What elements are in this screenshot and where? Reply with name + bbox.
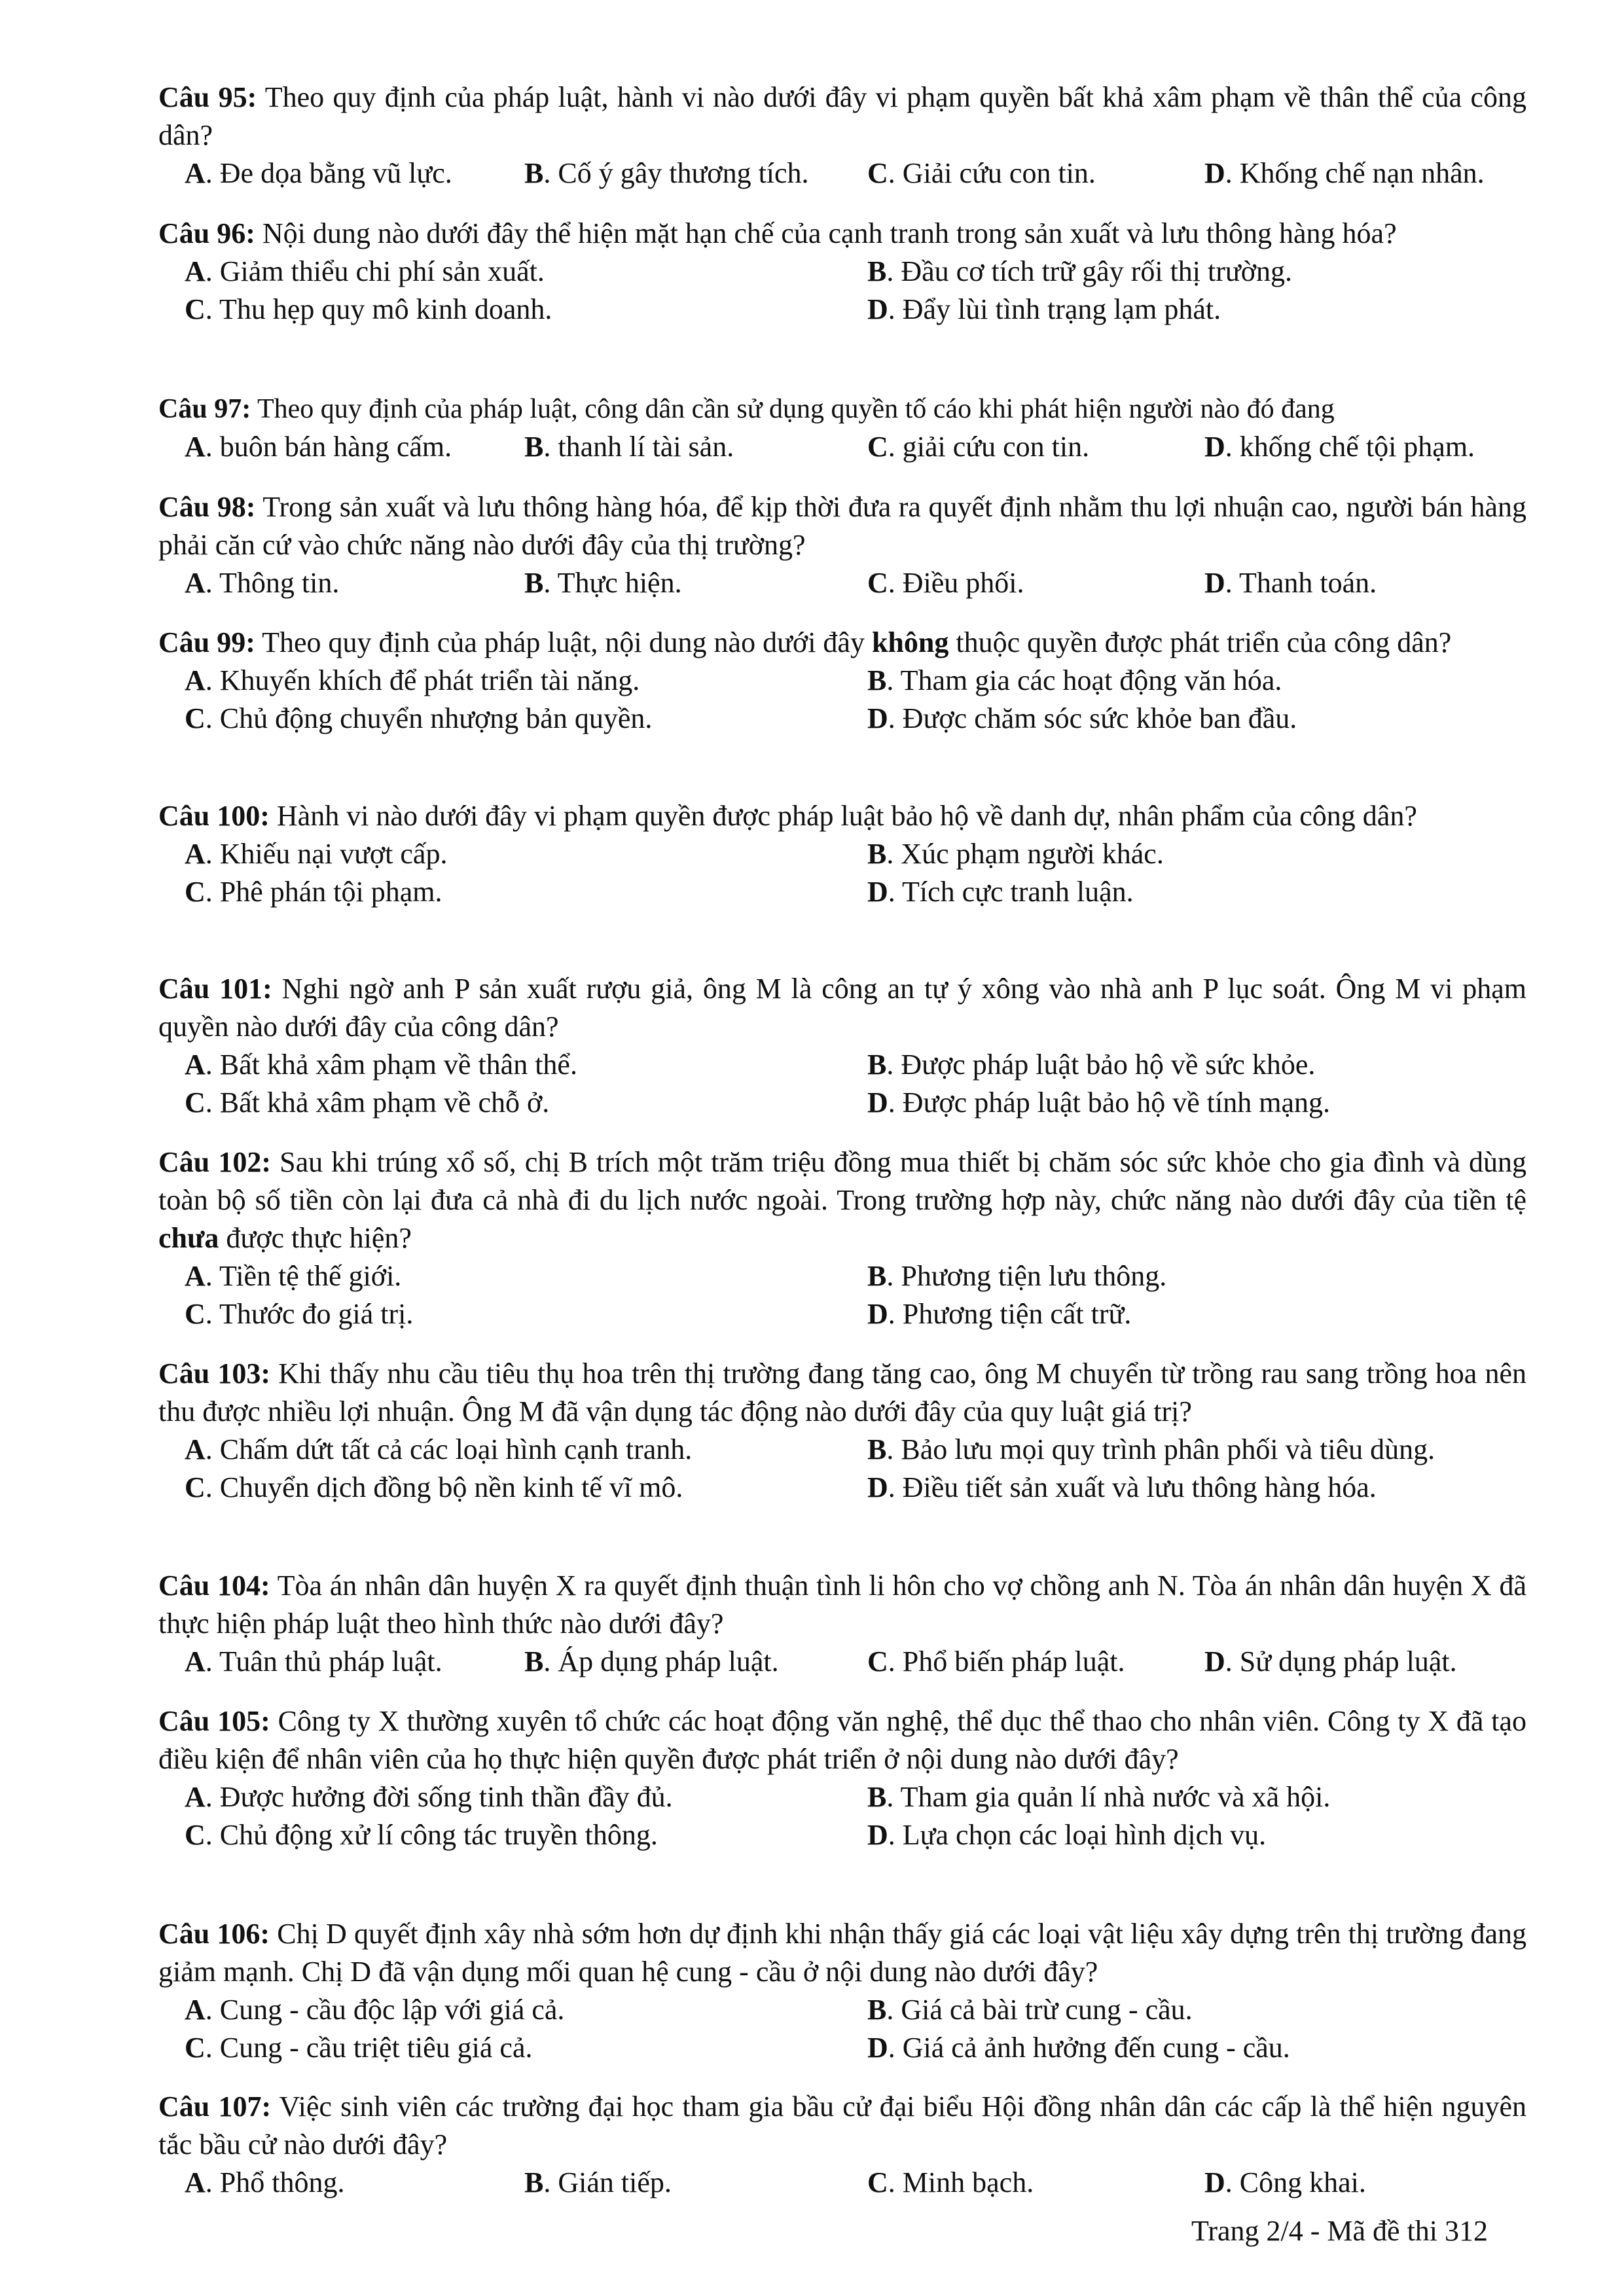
question-106 (158, 1915, 1526, 2067)
question-label: Câu 105: (158, 1705, 270, 1737)
options-row (158, 253, 1526, 291)
option-d[interactable]: D. Khống chế nạn nhân. (1204, 157, 1485, 189)
option-c[interactable]: C. Phổ biến pháp luật. (867, 1645, 1125, 1677)
option-d[interactable]: D. Công khai. (1204, 2166, 1366, 2198)
question-text: Tòa án nhân dân huyện X ra quyết định thuận tình li hôn cho vợ chồng anh N. Tòa án nhân dân huyện X đã thực hiện pháp luật theo hình thức nào dưới đây? (158, 1570, 1526, 1640)
options-row (158, 1046, 1526, 1084)
question-text: Theo quy định của pháp luật, nội dung nào dưới đây (262, 626, 872, 658)
option-c[interactable]: C. giải cứu con tin. (867, 431, 1090, 463)
option-a[interactable]: A. Cung - cầu độc lập với giá cả. (185, 1994, 565, 2026)
options-row (158, 1816, 1526, 1854)
options-row (158, 2164, 1526, 2202)
option-a[interactable]: A. Đe dọa bằng vũ lực. (185, 157, 452, 189)
options-row (158, 1991, 1526, 2029)
option-d[interactable]: D. Thanh toán. (1204, 567, 1377, 599)
options-row (158, 2029, 1526, 2067)
option-b[interactable]: B. Được pháp luật bảo hộ về sức khỏe. (867, 1049, 1316, 1081)
question-label: Câu 95: (158, 81, 257, 113)
question-label: Câu 106: (158, 1918, 270, 1950)
options-row (158, 662, 1526, 700)
question-stem (158, 970, 1526, 1046)
page-footer: Trang 2/4 - Mã đề thi 312 (1191, 2215, 1489, 2247)
question-text: Chị D quyết định xây nhà sớm hơn dự định khi nhận thấy giá các loại vật liệu xây dựng trên thị trường đang giảm mạnh. Chị D đã vận dụng mối quan hệ cung - cầu ở nội dung nào dưới đây? (158, 1918, 1527, 1988)
question-text: Khi thấy nhu cầu tiêu thụ hoa trên thị trường đang tăng cao, ông M chuyển từ trồng rau sang trồng hoa nên thu được nhiều lợi nhuận. Ông M đã vận dụng tác động nào dưới đây của quy luật giá trị? (158, 1357, 1526, 1427)
question-label: Câu 103: (158, 1357, 271, 1390)
question-label: Câu 97: (158, 394, 251, 424)
options-row (158, 1643, 1526, 1681)
question-text: Sau khi trúng xổ số, chị B trích một trăm triệu đồng mua thiết bị chăm sóc sức khỏe cho gia đình và dùng toàn bộ số tiền còn lại đưa cả nhà đi du lịch nước ngoài. Trong trường hợp này, chức năng nào dưới đây của tiền tệ (158, 1146, 1527, 1216)
question-99 (158, 624, 1526, 738)
options-row (158, 1257, 1526, 1295)
option-a[interactable]: A. Thông tin. (185, 567, 340, 599)
option-b[interactable]: B. thanh lí tài sản. (524, 431, 734, 463)
question-text: Theo quy định của pháp luật, hành vi nào dưới đây vi phạm quyền bất khả xâm phạm về thân thể của công dân? (158, 81, 1526, 151)
question-text: Việc sinh viên các trường đại học tham gia bầu cử đại biểu Hội đồng nhân dân các cấp là thể hiện nguyên tắc bầu cử nào dưới đây? (158, 2090, 1526, 2161)
option-c[interactable]: C. Chuyển dịch đồng bộ nền kinh tế vĩ mô. (185, 1471, 683, 1503)
option-b[interactable]: B. Cố ý gây thương tích. (524, 157, 809, 189)
option-c[interactable]: C. Giải cứu con tin. (867, 157, 1096, 189)
options-row (158, 291, 1526, 329)
option-b[interactable]: B. Bảo lưu mọi quy trình phân phối và tiêu dùng. (867, 1433, 1435, 1465)
option-b[interactable]: B. Áp dụng pháp luật. (524, 1645, 779, 1677)
option-b[interactable]: B. Gián tiếp. (524, 2166, 672, 2198)
option-d[interactable]: D. Phương tiện cất trữ. (867, 1298, 1132, 1330)
option-b[interactable]: B. Đầu cơ tích trữ gây rối thị trường. (867, 255, 1293, 287)
question-stem (158, 1567, 1526, 1643)
question-text: Theo quy định của pháp luật, công dân cần sử dụng quyền tố cáo khi phát hiện người nào đó đang (257, 394, 1335, 424)
option-c[interactable]: C. Điều phối. (867, 567, 1024, 599)
options-row (158, 1084, 1526, 1122)
options-row (158, 1469, 1526, 1507)
question-text: Nội dung nào dưới đây thể hiện mặt hạn chế của cạnh tranh trong sản xuất và lưu thông hàng hóa? (262, 217, 1397, 249)
question-101 (158, 970, 1526, 1122)
question-stem (158, 624, 1526, 662)
question-stem (158, 488, 1526, 564)
option-c[interactable]: C. Cung - cầu triệt tiêu giá cả. (185, 2032, 533, 2064)
options-row (158, 1778, 1526, 1816)
question-stem (158, 1702, 1526, 1778)
question-97 (158, 390, 1526, 466)
question-stem (158, 1143, 1526, 1257)
options-row (158, 1431, 1526, 1469)
question-text: Công ty X thường xuyên tổ chức các hoạt động văn nghệ, thể dục thể thao cho nhân viên. Công ty X đã tạo điều kiện để nhân viên của họ thực hiện quyền được phát triển ở nội dung nào dưới đây? (158, 1705, 1527, 1775)
option-a[interactable]: A. Bất khả xâm phạm về thân thể. (185, 1049, 577, 1081)
options-row (158, 564, 1526, 602)
option-b[interactable]: B. Phương tiện lưu thông. (867, 1260, 1167, 1292)
option-a[interactable]: A. Được hưởng đời sống tinh thần đầy đủ. (185, 1781, 673, 1813)
question-105 (158, 1702, 1526, 1854)
question-98 (158, 488, 1526, 602)
option-d[interactable]: D. Tích cực tranh luận. (867, 876, 1134, 908)
option-d[interactable]: D. Điều tiết sản xuất và lưu thông hàng hóa. (867, 1471, 1377, 1503)
options-row (158, 835, 1526, 873)
question-label: Câu 99: (158, 626, 255, 658)
question-text: Hành vi nào dưới đây vi phạm quyền được pháp luật bảo hộ về danh dự, nhân phẩm của công dân? (276, 800, 1417, 832)
options-row (158, 873, 1526, 911)
question-label: Câu 98: (158, 491, 256, 523)
option-d[interactable]: D. Giá cả ảnh hưởng đến cung - cầu. (867, 2032, 1290, 2064)
emphasis-word: không (871, 626, 949, 658)
option-c[interactable]: C. Phê phán tội phạm. (185, 876, 442, 908)
option-d[interactable]: D. Được pháp luật bảo hộ về tính mạng. (867, 1086, 1330, 1119)
question-stem (158, 2088, 1526, 2164)
option-d[interactable]: D. khống chế tội phạm. (1204, 431, 1475, 463)
option-b[interactable]: B. Thực hiện. (524, 567, 682, 599)
option-a[interactable]: A. buôn bán hàng cấm. (185, 431, 452, 463)
question-stem (158, 215, 1526, 253)
question-stem (158, 390, 1526, 428)
option-a[interactable]: A. Chấm dứt tất cả các loại hình cạnh tranh. (185, 1433, 693, 1465)
options-row (158, 1295, 1526, 1333)
question-label: Câu 104: (158, 1570, 270, 1602)
option-a[interactable]: A. Khiếu nại vượt cấp. (185, 838, 448, 870)
option-a[interactable]: A. Phổ thông. (185, 2166, 345, 2198)
question-label: Câu 96: (158, 217, 255, 249)
question-stem (158, 79, 1526, 154)
question-107 (158, 2088, 1526, 2202)
options-row (158, 154, 1526, 192)
question-text: được thực hiện? (219, 1222, 412, 1254)
question-label: Câu 102: (158, 1146, 271, 1178)
question-stem (158, 1355, 1526, 1431)
option-b[interactable]: B. Giá cả bài trừ cung - cầu. (867, 1994, 1193, 2026)
options-row (158, 700, 1526, 738)
question-label: Câu 101: (158, 973, 272, 1005)
question-stem (158, 797, 1526, 835)
options-row (158, 428, 1526, 466)
option-d[interactable]: D. Đẩy lùi tình trạng lạm phát. (867, 293, 1221, 325)
option-c[interactable]: C. Minh bạch. (867, 2166, 1034, 2198)
question-stem (158, 1915, 1526, 1991)
option-a[interactable]: A. Khuyến khích để phát triển tài năng. (185, 664, 640, 696)
option-d[interactable]: D. Được chăm sóc sức khỏe ban đầu. (867, 702, 1297, 734)
option-c[interactable]: C. Thước đo giá trị. (185, 1298, 414, 1330)
question-96 (158, 215, 1526, 329)
question-label: Câu 100: (158, 800, 270, 832)
option-a[interactable]: A. Tiền tệ thế giới. (185, 1260, 402, 1292)
option-d[interactable]: D. Sử dụng pháp luật. (1204, 1645, 1457, 1677)
emphasis-word: chưa (158, 1222, 219, 1254)
option-c[interactable]: C. Chủ động chuyển nhượng bản quyền. (185, 702, 653, 734)
option-a[interactable]: A. Tuân thủ pháp luật. (185, 1645, 442, 1677)
option-c[interactable]: C. Thu hẹp quy mô kinh doanh. (185, 293, 552, 325)
option-b[interactable]: B. Tham gia các hoạt động văn hóa. (867, 664, 1282, 696)
question-100 (158, 797, 1526, 911)
question-103 (158, 1355, 1526, 1507)
option-a[interactable]: A. Giảm thiểu chi phí sản xuất. (185, 255, 545, 287)
option-c[interactable]: C. Bất khả xâm phạm về chỗ ở. (185, 1086, 550, 1119)
option-b[interactable]: B. Tham gia quản lí nhà nước và xã hội. (867, 1781, 1331, 1813)
option-c[interactable]: C. Chủ động xử lí công tác truyền thông. (185, 1819, 658, 1851)
question-95 (158, 79, 1526, 192)
question-text: thuộc quyền được phát triển của công dân? (948, 626, 1452, 658)
option-b[interactable]: B. Xúc phạm người khác. (867, 838, 1164, 870)
question-text: Trong sản xuất và lưu thông hàng hóa, để kịp thời đưa ra quyết định nhằm thu lợi nhuận cao, người bán hàng phải căn cứ vào chức năng nào dưới đây của thị trường? (158, 491, 1526, 561)
option-d[interactable]: D. Lựa chọn các loại hình dịch vụ. (867, 1819, 1267, 1851)
question-102 (158, 1143, 1526, 1333)
question-text: Nghi ngờ anh P sản xuất rượu giả, ông M là công an tự ý xông vào nhà anh P lục soát. Ông M vi phạm quyền nào dưới đây của công dân? (158, 973, 1527, 1043)
question-label: Câu 107: (158, 2090, 272, 2123)
question-104 (158, 1567, 1526, 1681)
